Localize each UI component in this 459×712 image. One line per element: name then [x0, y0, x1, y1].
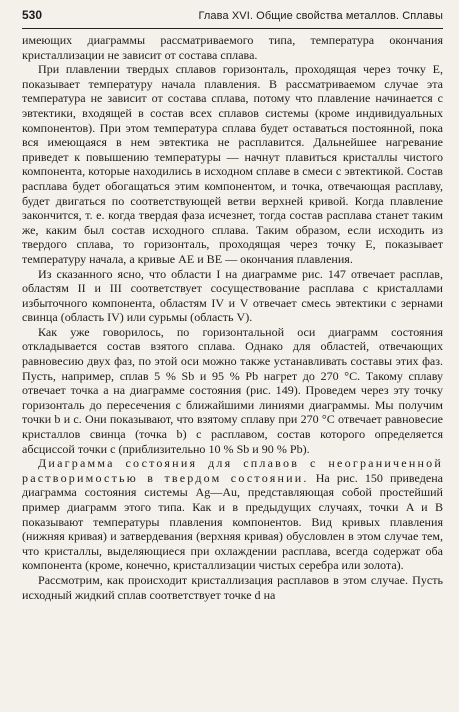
page-body	[22, 33, 443, 602]
paragraph: Рассмотрим, как происходит кристаллизация расплавов в этом случае. Пусть исходный жидкий сплав соответствует точке d на	[22, 572, 443, 602]
paragraph: Как уже говорилось, по горизонтальной оси диаграмм состояния откладывается состав взятого сплава. Однако для областей, отвечающих равновесию двух фаз, по этой оси можно также устанавливать составы этих фаз. Пусть, например, сплав 5 % Sb и 95 % Pb нагрет до 270 °C. Такому сплаву отвечает точка a на диаграмме состояния (рис. 149). Проведем через эту точку горизонталь до пересечения с ближайшими линиями диаграммы. Мы получим точки b и c. Они показывают, что взятому сплаву при 270 °C отвечает равновесие кристаллов свинца (точка b) с расплавом, состав которого определяется абсциссой точки c (приблизительно 10 % Sb и 90 % Pb).	[22, 324, 443, 456]
header-rule	[22, 28, 443, 29]
paragraph	[22, 456, 443, 573]
section-lead: Диаграмма состояния для сплавов с неограниченной растворимостью в твердом состоянии.	[22, 456, 443, 485]
running-header	[22, 8, 443, 26]
page-number: 530	[22, 8, 43, 22]
paragraph: При плавлении твердых сплавов горизонталь, проходящая через точку E, показывает температуру начала плавления. В рассматриваемом случае эта температура не зависит от состава сплава, потому что плавление начинается с эвтектики, входящей в состав всех сплавов системы (кроме индивидуальных компонентов). При этом температура сплава будет оставаться постоянной, пока вся имеющаяся в нем эвтектика не расплавится. Дальнейшее нагревание приведет к повышению температуры — начнут плавиться кристаллы чистого компонента, которые находились в исходном сплаве в смеси с эвтектикой. Состав расплава будет обогащаться этим компонентом, и точка, отвечающая расплаву, будет двигаться по соответствующей ветви верхней кривой. Когда плавление закончится, т. е. когда твердая фаза исчезнет, тогда состав расплава станет таким же, каким был состав исходного сплава. Таким образом, если исходить из твердого сплава, то горизонталь, проходящая через точку E, показывает температуру начала, а кривые AE и BE — окончания плавления.	[22, 62, 443, 266]
paragraph: Из сказанного ясно, что области I на диаграмме рис. 147 отвечает расплав, областям II и III соответствует сосуществование расплава с кристаллами избыточного компонента, областям IV и V отвечает смесь эвтектики с зернами свинца (область IV) или сурьмы (область V).	[22, 266, 443, 325]
chapter-title: Глава XVI. Общие свойства металлов. Сплавы	[198, 10, 443, 22]
paragraph: имеющих диаграммы рассматриваемого типа, температура окончания кристаллизации не зависит от состава сплава.	[22, 33, 443, 62]
paragraph-text: На рис. 150 приведена диаграмма состояния системы Ag—Au, представляющая собой простейший пример диаграмм этого типа. Как и в предыдущих случаях, точки A и B показывают температуры плавления компонентов. Вид кривых плавления (нижняя кривая) и затвердевания (верхняя кривая) обусловлен в этом случае тем, что кристаллы, выделяющиеся при охлаждении расплава, всегда содержат оба компонента (кроме, конечно, кристаллизации чистых серебра или золота).	[22, 470, 443, 573]
